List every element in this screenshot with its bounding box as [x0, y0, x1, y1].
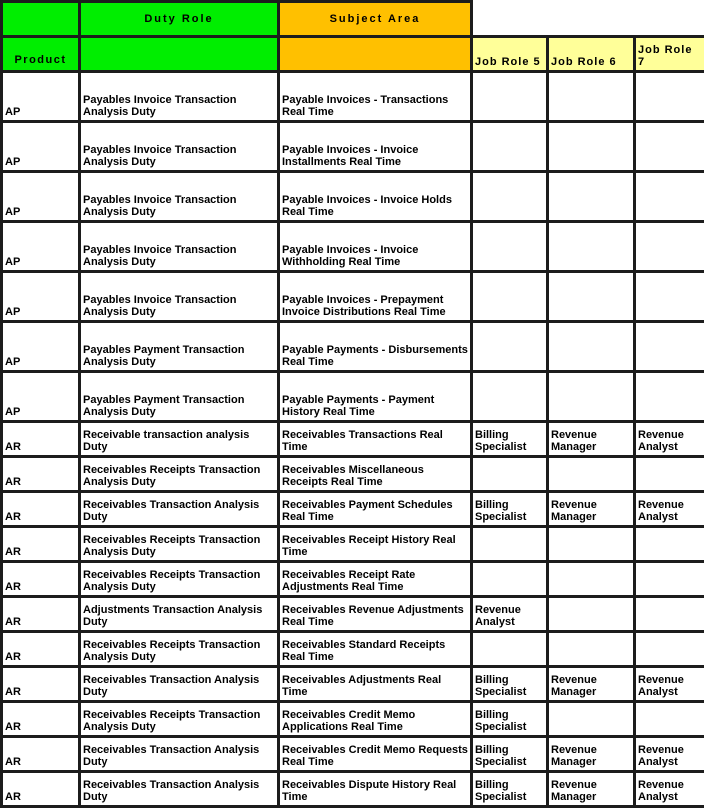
subject-area-cell: Receivables Standard Receipts Real Time	[279, 632, 472, 667]
table-row	[2, 172, 704, 222]
duty-role-cell: Receivables Receipts Transaction Analysis Duty	[80, 632, 279, 667]
duty-role-cell: Payables Invoice Transaction Analysis Duty	[80, 222, 279, 272]
job-role-7-cell	[635, 122, 704, 172]
job-role-5-cell: Billing Specialist	[472, 667, 548, 702]
subject-area-header: Subject Area	[279, 2, 472, 37]
subject-area-cell: Payable Payments - Disbursements Real Time	[279, 322, 472, 372]
product-cell: AR	[2, 597, 80, 632]
product-cell: AP	[2, 122, 80, 172]
job-role-7-header: Job Role 7	[635, 37, 704, 72]
product-cell: AP	[2, 272, 80, 322]
job-role-6-cell	[548, 72, 635, 122]
product-cell: AR	[2, 422, 80, 457]
duty-role-cell: Receivables Transaction Analysis Duty	[80, 667, 279, 702]
table-row	[2, 772, 704, 807]
job-role-7-cell	[635, 597, 704, 632]
duty-role-cell: Receivables Receipts Transaction Analysis Duty	[80, 562, 279, 597]
product-cell: AR	[2, 667, 80, 702]
duty-role-cell: Adjustments Transaction Analysis Duty	[80, 597, 279, 632]
table-row	[2, 702, 704, 737]
job-role-5-cell	[472, 527, 548, 562]
subject-area-cell: Receivables Credit Memo Applications Real Time	[279, 702, 472, 737]
product-cell: AP	[2, 172, 80, 222]
blank-header-space	[472, 2, 704, 37]
subject-area-cell: Payable Payments - Payment History Real Time	[279, 372, 472, 422]
job-role-5-cell	[472, 322, 548, 372]
job-role-5-cell	[472, 172, 548, 222]
job-role-5-cell	[472, 372, 548, 422]
product-cell: AR	[2, 527, 80, 562]
product-cell: AR	[2, 457, 80, 492]
job-role-7-cell: Revenue Analyst	[635, 667, 704, 702]
subject-area-cell: Payable Invoices - Invoice Withholding Real Time	[279, 222, 472, 272]
duty-role-cell: Receivables Transaction Analysis Duty	[80, 772, 279, 807]
subject-area-cell: Receivables Transactions Real Time	[279, 422, 472, 457]
duty-role-header: Duty Role	[80, 2, 279, 37]
job-role-6-cell	[548, 272, 635, 322]
duty-role-cell: Receivables Transaction Analysis Duty	[80, 737, 279, 772]
duty-role-cell: Payables Invoice Transaction Analysis Duty	[80, 272, 279, 322]
job-role-6-cell: Revenue Manager	[548, 422, 635, 457]
table-row	[2, 72, 704, 122]
job-role-5-cell	[472, 272, 548, 322]
job-role-6-cell	[548, 632, 635, 667]
job-role-5-cell: Billing Specialist	[472, 702, 548, 737]
product-cell: AR	[2, 562, 80, 597]
table-row	[2, 737, 704, 772]
job-role-7-cell	[635, 527, 704, 562]
job-role-5-cell: Billing Specialist	[472, 492, 548, 527]
table-row	[2, 527, 704, 562]
subject-area-cell: Receivables Dispute History Real Time	[279, 772, 472, 807]
duty-role-cell: Payables Payment Transaction Analysis Duty	[80, 372, 279, 422]
header-band-row	[2, 2, 704, 37]
subject-area-cell: Receivables Payment Schedules Real Time	[279, 492, 472, 527]
duty-role-cell: Receivables Receipts Transaction Analysis Duty	[80, 457, 279, 492]
job-role-6-cell	[548, 527, 635, 562]
table-row	[2, 272, 704, 322]
table-row	[2, 122, 704, 172]
job-role-6-header: Job Role 6	[548, 37, 635, 72]
table-row	[2, 422, 704, 457]
job-role-7-cell	[635, 457, 704, 492]
job-role-7-cell	[635, 272, 704, 322]
job-role-6-cell	[548, 322, 635, 372]
product-cell: AR	[2, 492, 80, 527]
subject-area-cell: Payable Invoices - Invoice Installments Real Time	[279, 122, 472, 172]
subject-area-cell: Payable Invoices - Prepayment Invoice Distributions Real Time	[279, 272, 472, 322]
table-body	[2, 72, 704, 807]
table-row	[2, 597, 704, 632]
job-role-5-cell: Billing Specialist	[472, 422, 548, 457]
duty-role-cell: Payables Invoice Transaction Analysis Duty	[80, 122, 279, 172]
job-role-7-cell	[635, 702, 704, 737]
job-role-6-cell	[548, 562, 635, 597]
job-role-5-cell	[472, 457, 548, 492]
product-cell: AR	[2, 737, 80, 772]
product-cell: AP	[2, 322, 80, 372]
table-row	[2, 492, 704, 527]
table-row	[2, 322, 704, 372]
job-role-5-cell	[472, 632, 548, 667]
job-role-7-cell: Revenue Analyst	[635, 737, 704, 772]
table-header	[2, 2, 704, 72]
table-row	[2, 222, 704, 272]
duty-role-cell: Payables Payment Transaction Analysis Duty	[80, 322, 279, 372]
job-role-5-cell	[472, 562, 548, 597]
job-role-7-cell	[635, 222, 704, 272]
job-role-6-cell: Revenue Manager	[548, 772, 635, 807]
duty-role-cell: Receivables Transaction Analysis Duty	[80, 492, 279, 527]
job-role-5-cell: Billing Specialist	[472, 737, 548, 772]
job-role-6-cell	[548, 122, 635, 172]
table-row	[2, 457, 704, 492]
table-row	[2, 562, 704, 597]
job-role-7-cell: Revenue Analyst	[635, 772, 704, 807]
job-role-5-cell	[472, 122, 548, 172]
job-role-6-cell	[548, 457, 635, 492]
duty-role-cell: Receivables Receipts Transaction Analysis Duty	[80, 527, 279, 562]
job-role-6-cell	[548, 222, 635, 272]
table-row	[2, 372, 704, 422]
subject-area-cell: Receivables Revenue Adjustments Real Time	[279, 597, 472, 632]
job-role-7-cell	[635, 372, 704, 422]
job-role-6-cell	[548, 172, 635, 222]
subject-area-cell: Receivables Receipt Rate Adjustments Real Time	[279, 562, 472, 597]
subject-area-cell: Receivables Adjustments Real Time	[279, 667, 472, 702]
product-header: Product	[2, 37, 80, 72]
subject-area-cell: Receivables Receipt History Real Time	[279, 527, 472, 562]
job-role-7-cell	[635, 562, 704, 597]
job-role-5-cell	[472, 222, 548, 272]
product-cell: AR	[2, 632, 80, 667]
duty-role-cell: Receivable transaction analysis Duty	[80, 422, 279, 457]
product-cell: AP	[2, 372, 80, 422]
job-role-7-cell	[635, 632, 704, 667]
subject-area-subheader	[279, 37, 472, 72]
job-role-7-cell	[635, 72, 704, 122]
product-cell: AP	[2, 72, 80, 122]
job-role-7-cell: Revenue Analyst	[635, 492, 704, 527]
job-role-5-cell: Revenue Analyst	[472, 597, 548, 632]
corner-cell	[2, 2, 80, 37]
job-role-6-cell	[548, 597, 635, 632]
duty-role-cell: Payables Invoice Transaction Analysis Duty	[80, 72, 279, 122]
job-role-7-cell: Revenue Analyst	[635, 422, 704, 457]
job-role-5-cell	[472, 72, 548, 122]
duty-role-cell: Payables Invoice Transaction Analysis Duty	[80, 172, 279, 222]
job-role-7-cell	[635, 322, 704, 372]
subject-area-cell: Receivables Credit Memo Requests Real Time	[279, 737, 472, 772]
subject-area-cell: Receivables Miscellaneous Receipts Real Time	[279, 457, 472, 492]
duty-role-cell: Receivables Receipts Transaction Analysis Duty	[80, 702, 279, 737]
header-label-row	[2, 37, 704, 72]
job-role-6-cell: Revenue Manager	[548, 667, 635, 702]
job-role-6-cell	[548, 372, 635, 422]
job-role-6-cell	[548, 702, 635, 737]
table-row	[2, 667, 704, 702]
job-role-5-header: Job Role 5	[472, 37, 548, 72]
job-role-5-cell: Billing Specialist	[472, 772, 548, 807]
job-role-6-cell: Revenue Manager	[548, 737, 635, 772]
product-cell: AP	[2, 222, 80, 272]
job-role-7-cell	[635, 172, 704, 222]
table-row	[2, 632, 704, 667]
duty-role-subheader	[80, 37, 279, 72]
subject-area-cell: Payable Invoices - Invoice Holds Real Time	[279, 172, 472, 222]
job-role-6-cell: Revenue Manager	[548, 492, 635, 527]
product-cell: AR	[2, 772, 80, 807]
subject-area-cell: Payable Invoices - Transactions Real Time	[279, 72, 472, 122]
product-cell: AR	[2, 702, 80, 737]
